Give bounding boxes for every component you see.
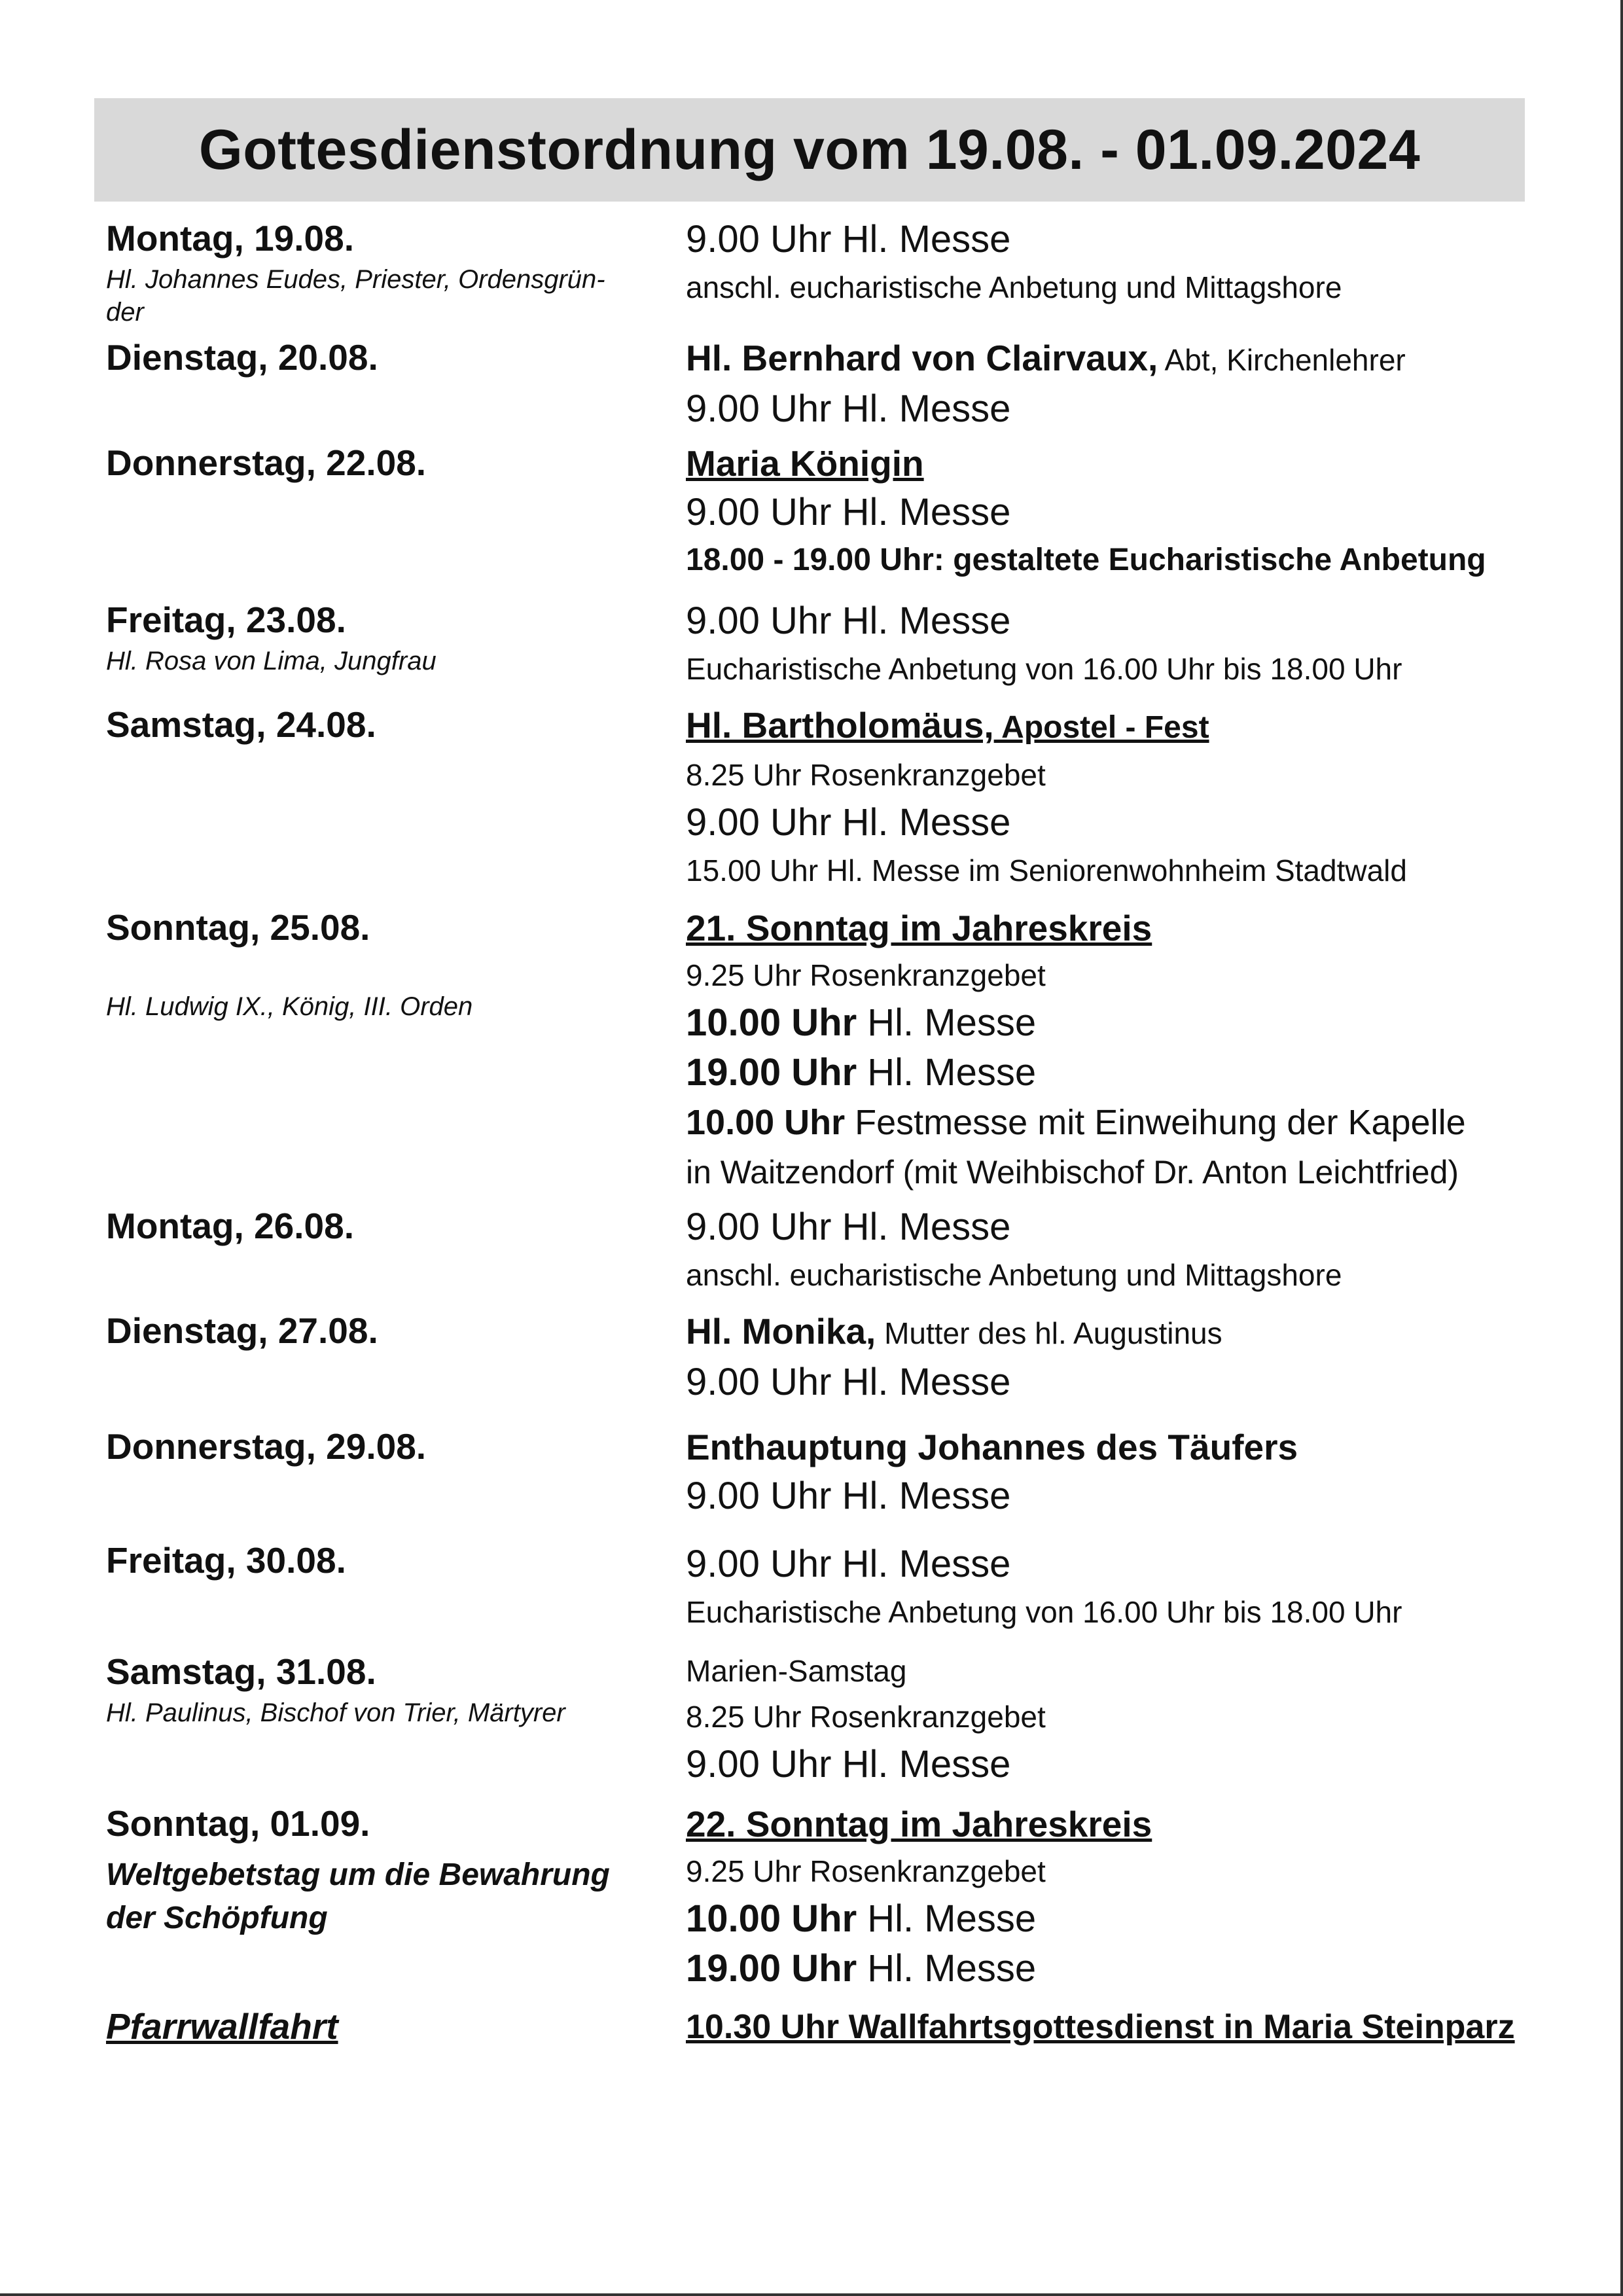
feast-title: 22. Sonntag im Jahreskreis: [686, 1804, 1152, 1844]
pilgrimage-service: 10.30 Uhr Wallfahrtsgottesdienst in Maria Steinparz: [686, 2008, 1515, 2046]
day-date: Freitag, 23.08.: [106, 600, 346, 640]
service-line: in Waitzendorf (mit Weihbischof Dr. Anton Leichtfried): [686, 1154, 1459, 1191]
occasion-note: Weltgebetstag um die Bewahrung: [106, 1857, 610, 1892]
service-line: [686, 1098, 1578, 1147]
day-left: [106, 596, 686, 679]
service-text: Hl. Messe: [857, 1947, 1037, 1990]
service-time: 10.00 Uhr: [686, 1001, 857, 1044]
day-date: Montag, 26.08.: [106, 1206, 354, 1246]
occasion-note-cont: der Schöpfung: [106, 1901, 328, 1935]
feast-title: 21. Sonntag im Jahreskreis: [686, 908, 1152, 948]
service-line: 8.25 Uhr Rosenkranzgebet: [686, 1700, 1046, 1734]
service-line: 9.00 Uhr Hl. Messe: [686, 1206, 1011, 1248]
title-bar: [94, 98, 1525, 202]
service-line: 18.00 - 19.00 Uhr: gestaltete Eucharistische Anbetung: [686, 543, 1486, 577]
day-right: [686, 1202, 1578, 1298]
day-date: Dienstag, 20.08.: [106, 337, 378, 378]
day-right: [686, 1307, 1578, 1407]
service-line: Eucharistische Anbetung von 16.00 Uhr bis 18.00 Uhr: [686, 652, 1402, 686]
day-entry-sat-31: [106, 1648, 1578, 1789]
service-line: anschl. eucharistische Anbetung und Mittagshore: [686, 1258, 1342, 1292]
day-left: [106, 215, 686, 327]
service-line: 9.00 Uhr Hl. Messe: [686, 1543, 1011, 1585]
service-line: Eucharistische Anbetung von 16.00 Uhr bis 18.00 Uhr: [686, 1595, 1402, 1629]
feast-title: [686, 701, 1578, 752]
day-date: Freitag, 30.08.: [106, 1540, 346, 1581]
service-time: 19.00 Uhr: [686, 1051, 857, 1094]
day-right: [686, 701, 1578, 893]
service-line: Marien-Samstag: [686, 1654, 907, 1688]
saint-note: Hl. Johannes Eudes, Priester, Ordensgrün-: [106, 265, 605, 294]
day-right: [686, 596, 1578, 692]
service-line: 9.00 Uhr Hl. Messe: [686, 387, 1011, 430]
day-right: [686, 1800, 1578, 1994]
day-left: [106, 1648, 686, 1731]
feast-title: [686, 334, 1578, 384]
saint-note: Hl. Paulinus, Bischof von Trier, Märtyrer: [106, 1698, 565, 1727]
day-entry-fri-30: [106, 1537, 1578, 1635]
day-entry-sun-25: [106, 904, 1578, 1197]
service-text: Hl. Messe: [857, 1897, 1037, 1940]
saint-note-cont: der: [106, 298, 144, 327]
day-left: [106, 334, 686, 381]
service-time: 10.00 Uhr: [686, 1897, 857, 1940]
saint-note: Hl. Rosa von Lima, Jungfrau: [106, 647, 437, 675]
day-right: [686, 2003, 1578, 2051]
day-date: Montag, 19.08.: [106, 218, 354, 259]
day-left: [106, 1537, 686, 1584]
day-entry-tue-20: [106, 334, 1578, 434]
service-line: [686, 1048, 1578, 1098]
day-entry-tue-27: [106, 1307, 1578, 1407]
service-line: 9.00 Uhr Hl. Messe: [686, 218, 1011, 260]
feast-title: Enthauptung Johannes des Täufers: [686, 1427, 1298, 1467]
day-date: Sonntag, 01.09.: [106, 1803, 370, 1844]
day-entry-thu-29: [106, 1423, 1578, 1521]
day-right: [686, 1648, 1578, 1789]
day-left: [106, 701, 686, 748]
day-entry-fri-23: [106, 596, 1578, 692]
day-left: [106, 1202, 686, 1249]
feast-subtitle: Apostel - Fest: [993, 710, 1209, 745]
day-right: [686, 334, 1578, 434]
feast-title: [686, 1307, 1578, 1357]
service-time: 19.00 Uhr: [686, 1947, 857, 1990]
day-right: [686, 1537, 1578, 1635]
day-date: Samstag, 31.08.: [106, 1651, 376, 1692]
service-line: [686, 998, 1578, 1048]
page-title: Gottesdienstordnung vom 19.08. - 01.09.2024: [198, 118, 1421, 181]
day-entry-sun-01: [106, 1800, 1578, 1994]
service-text: Festmesse mit Einweihung der Kapelle: [845, 1103, 1466, 1142]
service-line: 9.25 Uhr Rosenkranzgebet: [686, 1854, 1046, 1888]
day-left: [106, 439, 686, 486]
day-date: Samstag, 24.08.: [106, 704, 376, 745]
feast-subtitle: Mutter des hl. Augustinus: [876, 1316, 1222, 1350]
day-entry-sat-24: [106, 701, 1578, 893]
service-line: 9.00 Uhr Hl. Messe: [686, 801, 1011, 844]
service-line: 9.25 Uhr Rosenkranzgebet: [686, 958, 1046, 992]
day-date: Dienstag, 27.08.: [106, 1310, 378, 1351]
day-right: [686, 904, 1578, 1197]
service-line: 9.00 Uhr Hl. Messe: [686, 1743, 1011, 1785]
day-right: [686, 1423, 1578, 1521]
service-line: anschl. eucharistische Anbetung und Mittagshore: [686, 270, 1342, 304]
service-time: 10.00 Uhr: [686, 1103, 846, 1142]
day-date: Donnerstag, 29.08.: [106, 1426, 427, 1467]
day-left: [106, 904, 686, 1024]
day-entry-mon-19: [106, 215, 1578, 327]
day-entry-thu-22: [106, 439, 1578, 583]
day-entry-pilgrimage: [106, 2003, 1578, 2051]
feast-name: Hl. Bartholomäus,: [686, 705, 994, 745]
feast-name: Hl. Monika,: [686, 1311, 876, 1352]
service-line: 9.00 Uhr Hl. Messe: [686, 1475, 1011, 1517]
day-left: [106, 1307, 686, 1354]
day-entry-mon-26: [106, 1202, 1578, 1298]
day-right: [686, 215, 1578, 310]
day-date: Sonntag, 25.08.: [106, 907, 370, 948]
feast-title: Maria Königin: [686, 443, 924, 484]
day-left: [106, 2003, 686, 2050]
service-line: 9.00 Uhr Hl. Messe: [686, 1361, 1011, 1403]
day-right: [686, 439, 1578, 583]
service-line: [686, 1894, 1578, 1944]
pilgrimage-label: Pfarrwallfahrt: [106, 2006, 338, 2047]
service-line: 15.00 Uhr Hl. Messe im Seniorenwohnheim Stadtwald: [686, 853, 1407, 888]
day-left: [106, 1800, 686, 1940]
feast-name: Hl. Bernhard von Clairvaux,: [686, 338, 1158, 378]
service-line: 9.00 Uhr Hl. Messe: [686, 491, 1011, 533]
schedule: [106, 215, 1578, 2051]
service-line: [686, 1944, 1578, 1994]
day-date: Donnerstag, 22.08.: [106, 442, 427, 483]
service-text: Hl. Messe: [857, 1001, 1037, 1044]
service-line: 8.25 Uhr Rosenkranzgebet: [686, 758, 1046, 792]
saint-note: Hl. Ludwig IX., König, III. Orden: [106, 992, 473, 1021]
service-text: Hl. Messe: [857, 1051, 1037, 1094]
service-line: 9.00 Uhr Hl. Messe: [686, 600, 1011, 642]
feast-subtitle: Abt, Kirchenlehrer: [1158, 343, 1406, 377]
day-left: [106, 1423, 686, 1470]
